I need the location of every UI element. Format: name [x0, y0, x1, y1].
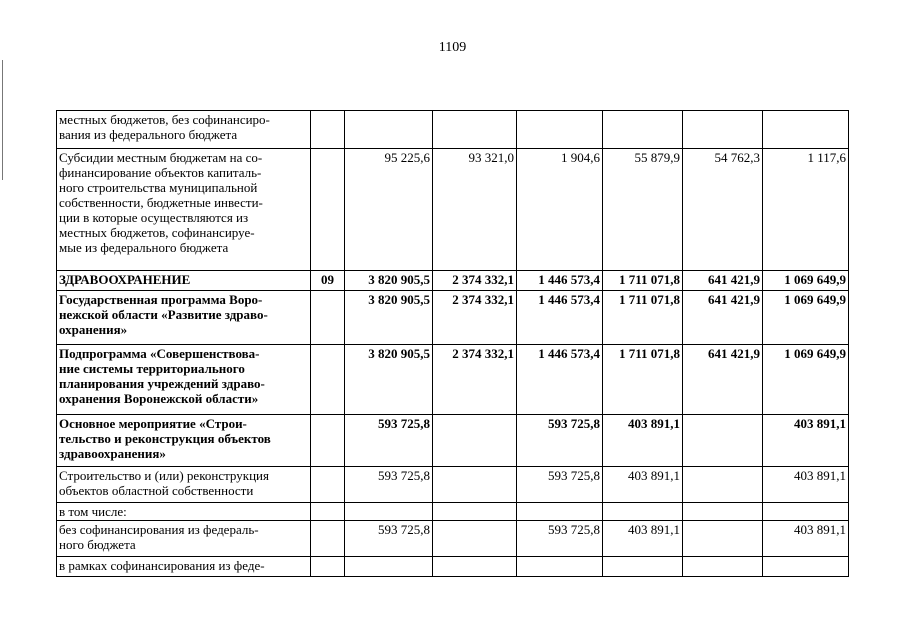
amount-cell-v5 — [683, 557, 763, 577]
amount-cell-v4: 403 891,1 — [603, 521, 683, 557]
table-row — [57, 111, 849, 149]
amount-cell-v1 — [345, 503, 433, 521]
amount-cell-v3 — [517, 111, 603, 149]
row-name-cell — [57, 271, 311, 291]
amount-cell-v6: 1 117,6 — [763, 149, 849, 271]
amount-cell-v4 — [603, 503, 683, 521]
amount-cell-v3 — [517, 503, 603, 521]
section-code-cell — [311, 503, 345, 521]
amount-cell-v4 — [603, 557, 683, 577]
amount-cell-v5: 54 762,3 — [683, 149, 763, 271]
page-number: 1109 — [438, 40, 467, 55]
table-row — [57, 503, 849, 521]
amount-cell-v1 — [345, 557, 433, 577]
table-row — [57, 149, 849, 271]
amount-cell-v1: 3 820 905,5 — [345, 291, 433, 345]
amount-cell-v6: 403 891,1 — [763, 415, 849, 467]
row-name-line: финансирование объектов капиталь- — [59, 165, 262, 180]
amount-cell-v3: 1 446 573,4 — [517, 271, 603, 291]
row-name-cell — [57, 149, 311, 271]
row-name-cell — [57, 557, 311, 577]
row-name-line: собственности, бюджетные инвести- — [59, 195, 263, 210]
amount-cell-v2 — [433, 503, 517, 521]
section-code-cell — [311, 521, 345, 557]
row-name-line: ЗДРАВООХРАНЕНИЕ — [59, 272, 191, 287]
row-name-line: местных бюджетов, без софинансиро- — [59, 112, 270, 127]
amount-cell-v4: 1 711 071,8 — [603, 345, 683, 415]
row-name-line: вания из федерального бюджета — [59, 127, 238, 142]
amount-cell-v3: 1 446 573,4 — [517, 291, 603, 345]
amount-cell-v3: 593 725,8 — [517, 521, 603, 557]
amount-cell-v3: 1 904,6 — [517, 149, 603, 271]
amount-cell-v2 — [433, 521, 517, 557]
amount-cell-v3 — [517, 557, 603, 577]
row-name-line: планирования учреждений здраво- — [59, 376, 265, 391]
row-name-line: Субсидии местным бюджетам на со- — [59, 150, 263, 165]
section-code-cell: 09 — [311, 271, 345, 291]
row-name-line: мые из федерального бюджета — [59, 240, 229, 255]
amount-cell-v2: 93 321,0 — [433, 149, 517, 271]
row-name-line: в том числе: — [59, 504, 127, 519]
amount-cell-v2: 2 374 332,1 — [433, 291, 517, 345]
amount-cell-v5: 641 421,9 — [683, 271, 763, 291]
amount-cell-v6 — [763, 503, 849, 521]
amount-cell-v4: 55 879,9 — [603, 149, 683, 271]
amount-cell-v5 — [683, 467, 763, 503]
row-name-cell — [57, 291, 311, 345]
row-name-line: ного строительства муниципальной — [59, 180, 258, 195]
amount-cell-v5 — [683, 521, 763, 557]
row-name-cell — [57, 415, 311, 467]
row-name-line: объектов областной собственности — [59, 483, 254, 498]
row-name-cell — [57, 503, 311, 521]
amount-cell-v5 — [683, 415, 763, 467]
amount-cell-v5: 641 421,9 — [683, 291, 763, 345]
amount-cell-v6: 1 069 649,9 — [763, 271, 849, 291]
amount-cell-v6: 403 891,1 — [763, 467, 849, 503]
row-name-line: ного бюджета — [59, 537, 136, 552]
row-name-line: здравоохранения» — [59, 446, 166, 461]
amount-cell-v2: 2 374 332,1 — [433, 271, 517, 291]
budget-table-body — [57, 111, 849, 577]
amount-cell-v2 — [433, 557, 517, 577]
amount-cell-v1: 593 725,8 — [345, 415, 433, 467]
section-code-cell — [311, 149, 345, 271]
amount-cell-v6: 1 069 649,9 — [763, 345, 849, 415]
row-name-line: Основное мероприятие «Строи- — [59, 416, 247, 431]
amount-cell-v2 — [433, 111, 517, 149]
section-code-cell — [311, 291, 345, 345]
amount-cell-v5 — [683, 503, 763, 521]
section-code-cell — [311, 467, 345, 503]
amount-cell-v1: 593 725,8 — [345, 521, 433, 557]
amount-cell-v5: 641 421,9 — [683, 345, 763, 415]
table-row — [57, 467, 849, 503]
amount-cell-v2 — [433, 415, 517, 467]
amount-cell-v4: 1 711 071,8 — [603, 271, 683, 291]
table-row — [57, 521, 849, 557]
table-row — [57, 345, 849, 415]
amount-cell-v3: 1 446 573,4 — [517, 345, 603, 415]
row-name-cell — [57, 467, 311, 503]
amount-cell-v1: 3 820 905,5 — [345, 345, 433, 415]
amount-cell-v6: 403 891,1 — [763, 521, 849, 557]
row-name-line: в рамках софинансирования из феде- — [59, 558, 265, 573]
row-name-line: охранения Воронежской области» — [59, 391, 259, 406]
row-name-cell — [57, 111, 311, 149]
section-code-cell — [311, 557, 345, 577]
amount-cell-v4 — [603, 111, 683, 149]
row-name-line: ции в которые осуществляются из — [59, 210, 249, 225]
row-name-line: Подпрограмма «Совершенствова- — [59, 346, 260, 361]
scan-edge-line — [2, 60, 3, 180]
row-name-line: местных бюджетов, софинансируе- — [59, 225, 255, 240]
row-name-line: Государственная программа Воро- — [59, 292, 263, 307]
row-name-line: нежской области «Развитие здраво- — [59, 307, 268, 322]
table-row — [57, 291, 849, 345]
amount-cell-v6 — [763, 557, 849, 577]
table-row — [57, 557, 849, 577]
section-code-cell — [311, 415, 345, 467]
row-name-line: Строительство и (или) реконструкция — [59, 468, 269, 483]
amount-cell-v6 — [763, 111, 849, 149]
section-code-cell — [311, 111, 345, 149]
amount-cell-v1: 95 225,6 — [345, 149, 433, 271]
section-code-cell — [311, 345, 345, 415]
amount-cell-v3: 593 725,8 — [517, 415, 603, 467]
table-row — [57, 415, 849, 467]
amount-cell-v4: 403 891,1 — [603, 467, 683, 503]
amount-cell-v4: 1 711 071,8 — [603, 291, 683, 345]
row-name-line: охранения» — [59, 322, 128, 337]
budget-table — [56, 110, 849, 577]
row-name-line: ние системы территориального — [59, 361, 245, 376]
amount-cell-v6: 1 069 649,9 — [763, 291, 849, 345]
amount-cell-v2: 2 374 332,1 — [433, 345, 517, 415]
amount-cell-v1 — [345, 111, 433, 149]
amount-cell-v4: 403 891,1 — [603, 415, 683, 467]
row-name-cell — [57, 521, 311, 557]
row-name-line: без софинансирования из федераль- — [59, 522, 259, 537]
table-row — [57, 271, 849, 291]
row-name-cell — [57, 345, 311, 415]
amount-cell-v1: 593 725,8 — [345, 467, 433, 503]
amount-cell-v2 — [433, 467, 517, 503]
row-name-line: тельство и реконструкция объектов — [59, 431, 271, 446]
amount-cell-v3: 593 725,8 — [517, 467, 603, 503]
amount-cell-v1: 3 820 905,5 — [345, 271, 433, 291]
amount-cell-v5 — [683, 111, 763, 149]
